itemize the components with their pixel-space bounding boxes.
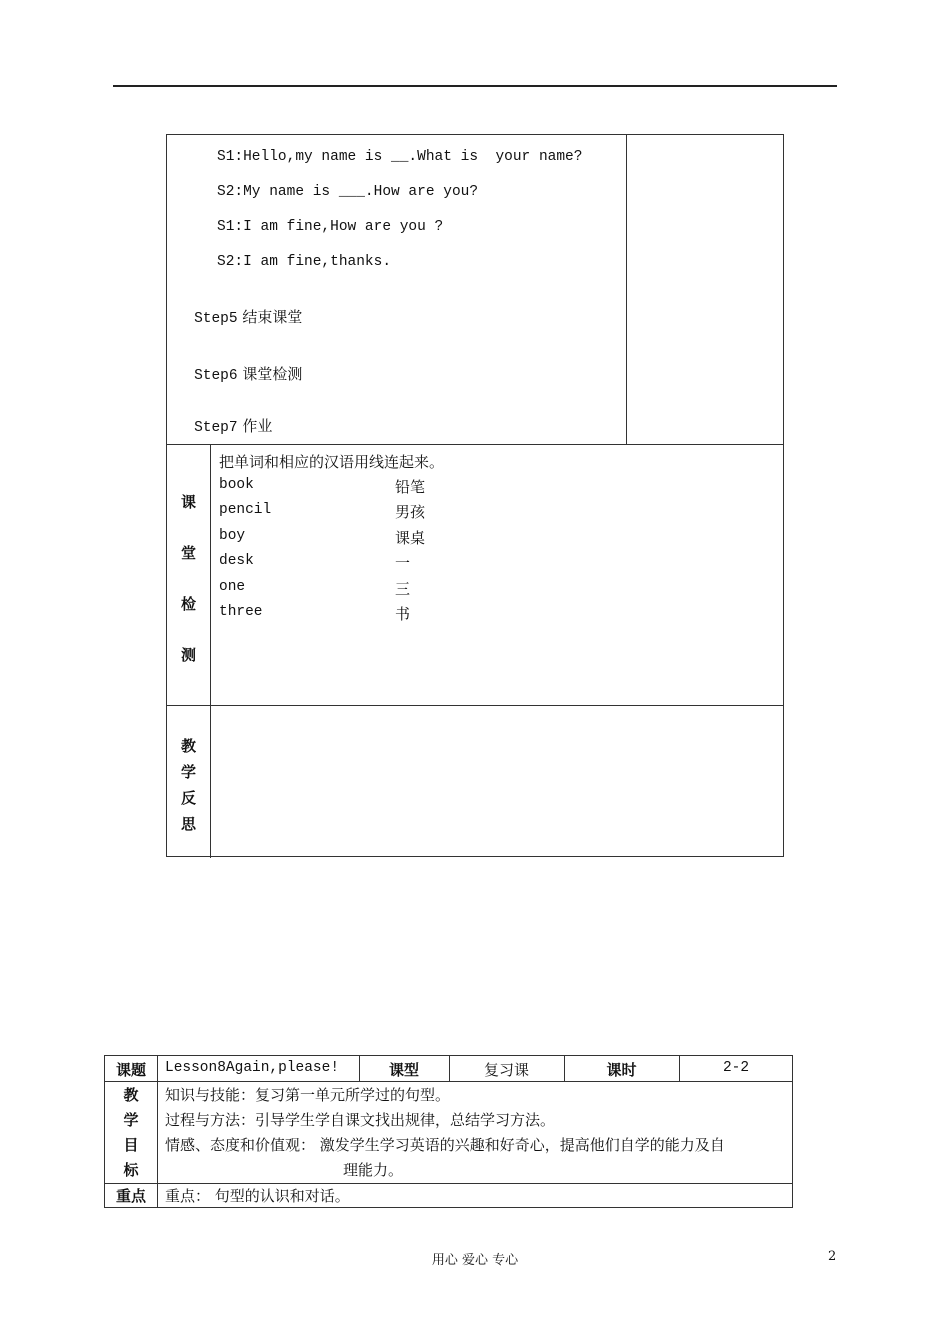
pair-zh-6: 书 [395,605,411,623]
step-7: Step7 作业 [194,417,273,436]
pair-en-5: one [219,579,246,595]
topic-value: Lesson8Again,please! [165,1060,340,1076]
pair-en-4: desk [219,553,254,569]
pair-en-6: three [219,604,263,620]
period-value: 2-2 [722,1060,750,1076]
pair-en-2: pencil [219,502,272,518]
dialogue-line-2: S2:My name is ___.How are you? [217,184,479,200]
reflection-heading-2: 学 [180,763,196,781]
goals-label-2: 学 [123,1111,139,1129]
goals-label-4: 标 [123,1161,139,1179]
goal-attitude-cont: 理能力。 [343,1161,404,1179]
reflection-heading-4: 思 [180,815,196,833]
dialogue-line-3: S1:I am fine,How are you ? [217,219,444,235]
footer-motto: 用心 爱心 专心 [431,1253,519,1268]
goal-attitude: 情感、态度和价值观： 激发学生学习英语的兴趣和好奇心，提高他们自学的能力及自 [165,1136,725,1154]
goal-process: 过程与方法：引导学生学自课文找出规律，总结学习方法。 [165,1111,556,1129]
type-value: 复习课 [483,1061,529,1079]
reflection-heading-1: 教 [180,737,196,755]
pair-zh-2: 男孩 [395,503,426,521]
focus-label: 重点 [115,1187,146,1205]
step-5: Step5 结束课堂 [194,308,303,327]
pair-en-3: boy [219,528,246,544]
header-rule [113,85,837,87]
lesson-procedure-table [166,134,784,857]
check-heading-4: 测 [180,646,196,664]
pair-zh-1: 铅笔 [395,478,426,496]
goals-label-1: 教 [123,1086,139,1104]
check-heading-1: 课 [180,493,196,511]
check-heading-3: 检 [180,595,196,613]
type-label: 课型 [388,1061,419,1079]
page-number: 2 [828,1249,837,1264]
dialogue-line-4: S2:I am fine,thanks. [217,254,392,270]
pair-en-1: book [219,477,254,493]
dialogue-line-1: S1:Hello,my name is __.What is your name? [217,149,583,165]
step-6: Step6 课堂检测 [194,365,303,384]
pair-zh-4: 一 [395,554,411,572]
topic-label: 课题 [115,1061,146,1079]
pair-zh-3: 课桌 [395,529,426,547]
pair-zh-5: 三 [395,580,411,598]
reflection-heading-3: 反 [180,789,196,807]
goals-label-3: 目 [123,1136,139,1154]
focus-value: 重点： 句型的认识和对话。 [165,1187,350,1205]
check-heading-2: 堂 [180,544,196,562]
period-label: 课时 [606,1061,637,1079]
lesson-info-table [104,1055,793,1208]
goal-knowledge: 知识与技能：复习第一单元所学过的句型。 [165,1086,451,1104]
check-instruction: 把单词和相应的汉语用线连起来。 [219,453,445,471]
